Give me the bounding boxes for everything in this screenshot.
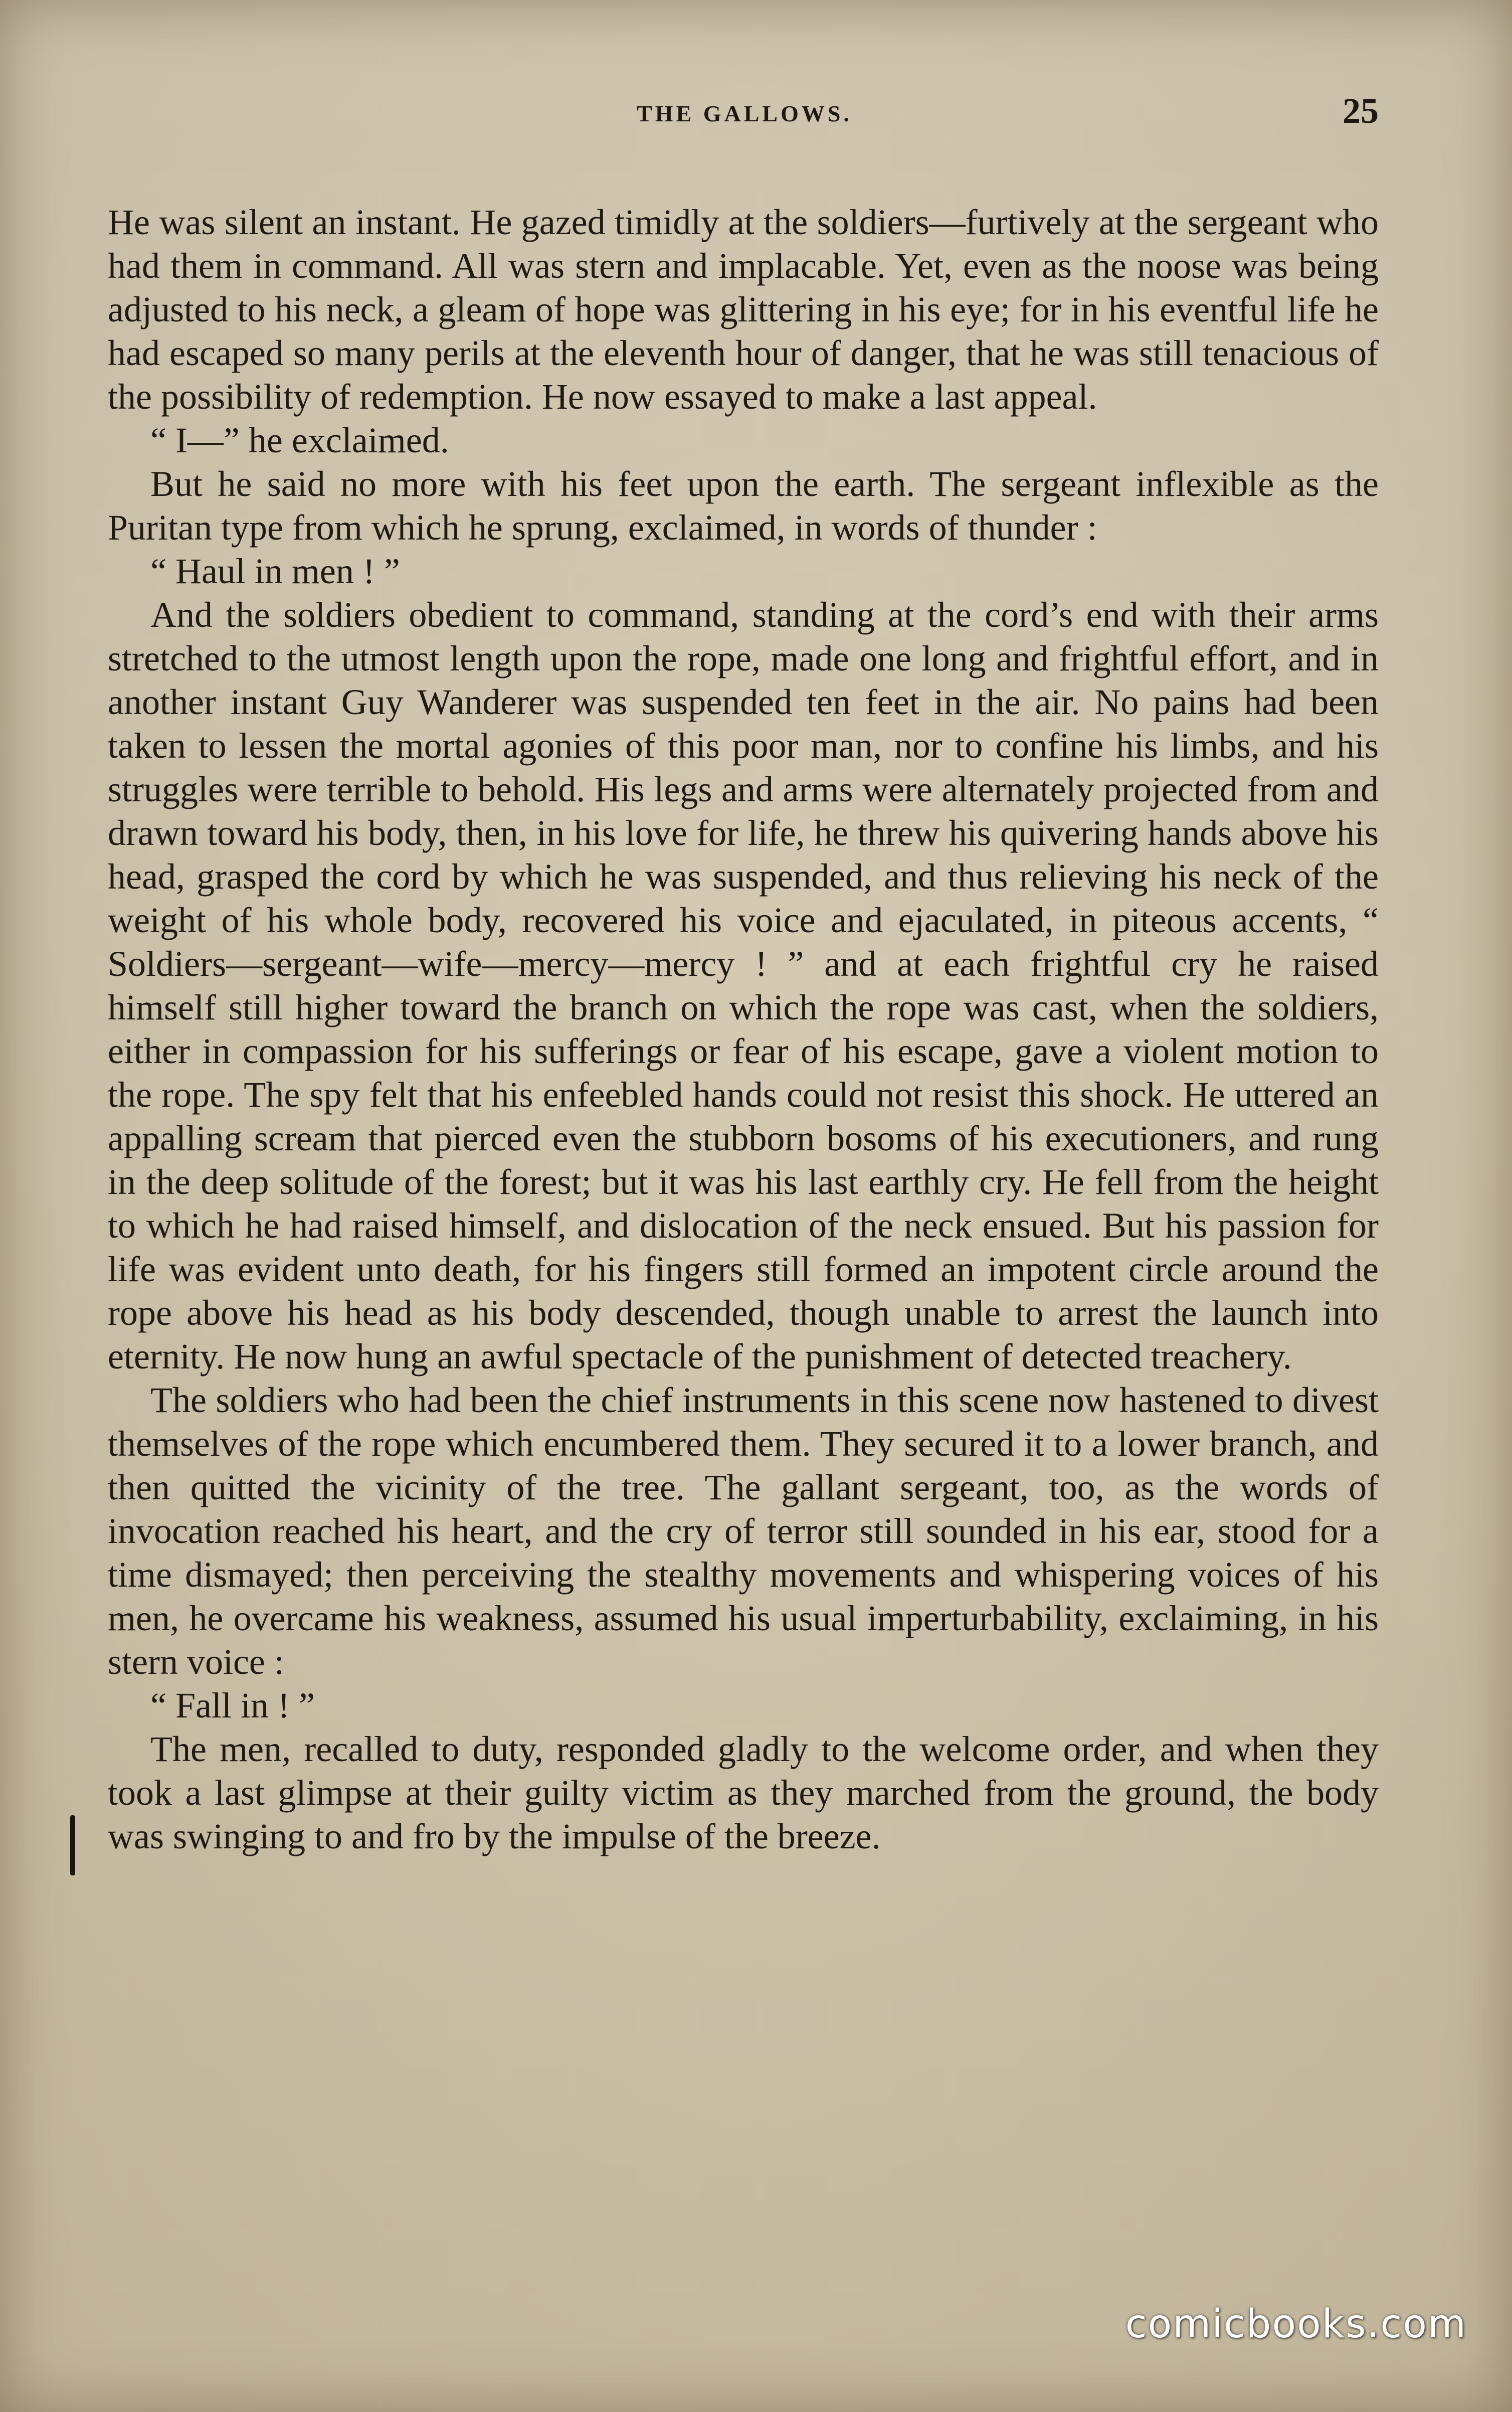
body-text [108,201,1379,1858]
paragraph-dialogue: “ Haul in men ! ” [150,551,400,591]
paragraph-final: The men, recalled to duty, responded gladly to the welcome order, and when they took a last glimpse at their guilty victim as they marched from the ground, the body was swinging to and fro by the impulse of the breeze. [108,1729,1379,1856]
watermark: comicbooks.com [1125,2302,1467,2347]
page-header [110,90,1379,145]
running-title: THE GALLOWS. [637,101,852,126]
paragraph-dialogue: “ I—” he exclaimed. [150,420,449,460]
paragraph: But he said no more with his feet upon the earth. The sergeant inflexible as the Puritan type from which he sprung, exclaimed, in words of thunder : [108,464,1379,548]
page-number: 25 [1343,91,1379,131]
margin-mark [70,1815,75,1875]
paragraph: The soldiers who had been the chief instruments in this scene now hastened to divest themselves of the rope which encumbered them. They secured it to a lower branch, and then quitted the vicinity of the tree. The gallant sergeant, too, as the words of invocation reached his heart, and the cry of terror still sounded in his ear, stood for a time dismayed; then perceiving the stealthy movements and whispering voices of his men, he overcame his weakness, assumed his usual imperturbability, exclaiming, in his stern voice : [108,1380,1379,1682]
paragraph: And the soldiers obedient to command, standing at the cord’s end with their arms stretched to the utmost length upon the rope, made one long and frightful effort, and in another instant Guy Wanderer was suspended ten feet in the air. No pains had been taken to lessen the mortal agonies of this poor man, nor to confine his limbs, and his struggles were terrible to behold. His legs and arms were alternately projected from and drawn toward his body, then, in his love for life, he threw his quivering hands above his head, grasped the cord by which he was suspended, and thus relieving his neck of the weight of his whole body, recovered his voice and ejaculated, in piteous accents, “ Soldiers—sergeant—wife—mercy—mercy ! ” and at each frightful cry he raised himself still higher toward the branch on which the rope was cast, when the soldiers, either in compassion for his sufferings or fear of his escape, gave a violent motion to the rope. The spy felt that his enfeebled hands could not resist this shock. He uttered an appalling scream that pierced even the stubborn bosoms of his executioners, and rung in the deep solitude of the forest; but it was his last earthly cry. He fell from the height to which he had raised himself, and dislocation of the neck ensued. But his passion for life was evident unto death, for his fingers still formed an impotent circle around the rope above his head as his body descended, though unable to arrest the launch into eternity. He now hung an awful spectacle of the punishment of detected treachery. [108,595,1379,1376]
paragraph: He was silent an instant. He gazed timidly at the soldiers—furtively at the sergeant who had them in command. All was stern and implacable. Yet, even as the noose was being adjusted to his neck, a gleam of hope was glittering in his eye; for in his eventful life he had escaped so many perils at the eleventh hour of danger, that he was still tenacious of the possibility of redemption. He now essayed to make a last appeal. [108,202,1379,417]
paragraph-dialogue: “ Fall in ! ” [150,1685,315,1726]
